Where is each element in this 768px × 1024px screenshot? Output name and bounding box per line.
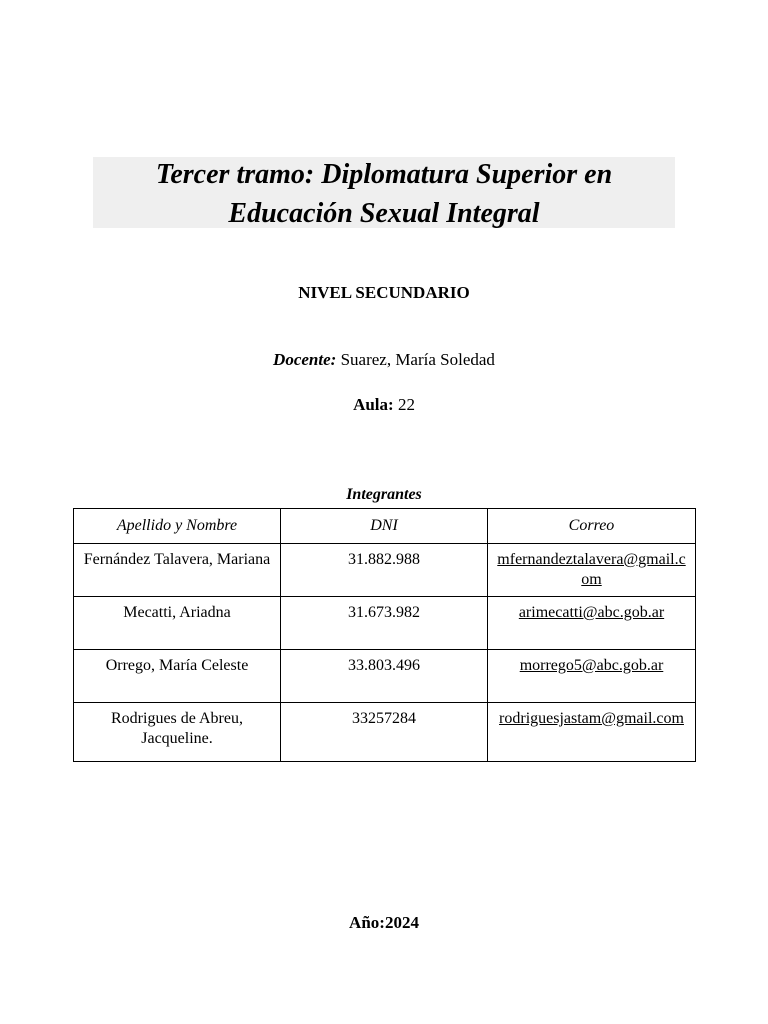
member-email[interactable] bbox=[488, 544, 696, 597]
member-name: Fernández Talavera, Mariana bbox=[74, 544, 281, 597]
teacher-line bbox=[0, 350, 768, 370]
email-link[interactable]: rodriguesjastam@gmail.com bbox=[499, 710, 684, 727]
member-dni: 33.803.496 bbox=[281, 650, 488, 703]
member-dni: 31.882.988 bbox=[281, 544, 488, 597]
table-row bbox=[74, 544, 696, 597]
email-link[interactable]: mfernandeztalavera@gmail.com bbox=[497, 551, 686, 588]
title-line-2: Educación Sexual Integral bbox=[228, 198, 540, 229]
teacher-name: Suarez, María Soledad bbox=[336, 350, 495, 369]
email-link[interactable]: arimecatti@abc.gob.ar bbox=[518, 604, 665, 621]
classroom-line bbox=[0, 395, 768, 415]
title-line-1: Tercer tramo: Diplomatura Superior en bbox=[155, 159, 613, 190]
member-dni: 33257284 bbox=[281, 703, 488, 762]
member-email[interactable] bbox=[488, 597, 696, 650]
member-name: Mecatti, Ariadna bbox=[74, 597, 281, 650]
table-row bbox=[74, 650, 696, 703]
classroom-value: 22 bbox=[393, 395, 415, 414]
email-link[interactable]: morrego5@abc.gob.ar bbox=[519, 657, 664, 674]
members-table bbox=[73, 508, 696, 762]
table-row bbox=[74, 703, 696, 762]
teacher-label: Docente: bbox=[273, 350, 337, 369]
table-row bbox=[74, 597, 696, 650]
column-header-dni: DNI bbox=[281, 509, 488, 544]
column-header-email: Correo bbox=[488, 509, 696, 544]
member-dni: 31.673.982 bbox=[281, 597, 488, 650]
column-header-name: Apellido y Nombre bbox=[74, 509, 281, 544]
table-header-row bbox=[74, 509, 696, 544]
year-footer: Año:2024 bbox=[349, 913, 419, 932]
document-title bbox=[93, 157, 675, 228]
members-title: Integrantes bbox=[346, 486, 422, 503]
member-email[interactable] bbox=[488, 650, 696, 703]
classroom-label: Aula: bbox=[353, 395, 394, 414]
level-heading: NIVEL SECUNDARIO bbox=[298, 283, 470, 302]
member-email[interactable] bbox=[488, 703, 696, 762]
member-name: Orrego, María Celeste bbox=[74, 650, 281, 703]
member-name: Rodrigues de Abreu, Jacqueline. bbox=[74, 703, 281, 762]
